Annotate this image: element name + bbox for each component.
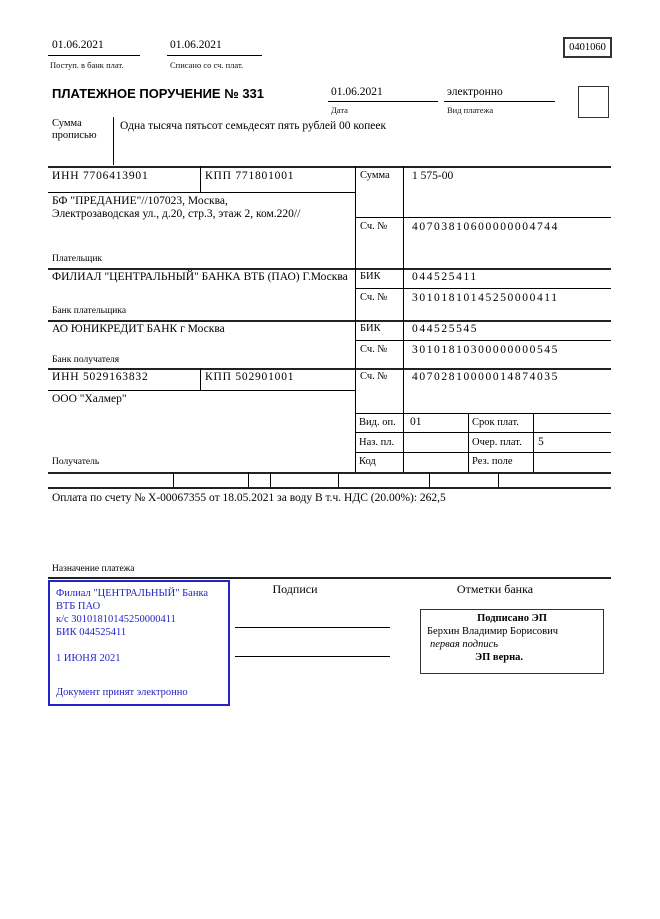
table-border [48,192,355,193]
payee-kpp: КПП 502901001 [205,371,295,383]
table-border [48,368,611,370]
op-kind-label: Вид. оп. [359,417,396,428]
document-title: ПЛАТЕЖНОЕ ПОРУЧЕНИЕ № 331 [52,86,265,101]
table-border [200,368,201,390]
payment-kind-label: Вид платежа [447,105,494,115]
payer-bank-label: Банк плательщика [52,306,127,316]
table-border [48,487,611,489]
payer-name: БФ "ПРЕДАНИЕ"//107023, Москва, Электрозаводская ул., д.20, стр.3, этаж 2, ком.220// [52,195,301,220]
signatures-header: Подписи [272,582,318,596]
purpose-bottom-border [48,577,611,579]
payer-account: 40703810600000004744 [412,221,559,233]
amount-words-value: Одна тысяча пятьсот семьдесят пять рублей 00 копеек [120,120,387,132]
bank-marks-header: Отметки банка [456,582,534,596]
payer-bank-account: 30101810145250000411 [412,292,559,304]
tax-row-divider [498,472,499,487]
table-border [48,390,355,391]
bank-stamp [48,580,230,706]
received-in-bank-label: Поступ. в банк плат. [50,60,124,70]
table-border [403,166,404,472]
tax-row-divider [173,472,174,487]
order-value: 5 [538,436,544,448]
term-label: Срок плат. [472,417,519,428]
esign-title: Подписано ЭП [477,613,547,624]
bank-stamp-line2: ВТБ ПАО [56,601,101,612]
tax-row-divider [429,472,430,487]
payment-kind-value: электронно [447,86,503,98]
order-label: Очер. плат. [472,437,522,448]
payee-name: ООО "Халмер" [52,393,127,405]
reserve-label: Рез. поле [472,456,513,467]
form-code-box: 0401060 [563,37,612,58]
amount-words-divider [113,117,114,165]
payer-bank-account-label: Сч. № [360,292,388,303]
debited-underline [167,55,262,56]
table-border [355,288,611,289]
payer-inn: ИНН 7706413901 [52,170,149,182]
payee-label: Получатель [52,457,100,467]
signature-line-1 [235,627,390,628]
esign-role: первая подпись [430,639,499,650]
payee-account-label: Сч. № [360,371,388,382]
tax-row-divider [248,472,249,487]
document-date-label: Дата [331,105,348,115]
debited-from-account-label: Списано со сч. плат. [170,60,244,70]
table-border [48,166,611,168]
table-border [355,217,611,218]
esign-valid: ЭП верна. [475,652,524,663]
amount-label: Сумма [360,170,390,181]
esign-box [420,609,604,674]
bank-stamp-line4: БИК 044525411 [56,627,127,638]
payer-bank-name: ФИЛИАЛ "ЦЕНТРАЛЬНЫЙ" БАНКА ВТБ (ПАО) Г.Москва [52,271,348,283]
date-underline [328,101,438,102]
payer-bank-bik: 044525411 [412,271,478,283]
payee-bank-name: АО ЮНИКРЕДИТ БАНК г Москва [52,323,225,335]
empty-mark-box [578,86,609,118]
payer-bank-bik-label: БИК [360,271,381,282]
received-underline [48,55,140,56]
bank-stamp-date: 1 ИЮНЯ 2021 [56,653,121,664]
table-border [48,320,611,322]
payee-bank-account-label: Сч. № [360,344,388,355]
payer-label: Плательщик [52,254,103,264]
bank-stamp-line1: Филиал "ЦЕНТРАЛЬНЫЙ" Банка [56,588,209,599]
table-border [355,432,611,433]
bank-stamp-note: Документ принят электронно [56,687,188,698]
payment-kind-underline [444,101,555,102]
received-in-bank-date: 01.06.2021 [52,39,104,51]
payee-inn: ИНН 5029163832 [52,371,149,383]
payer-account-label: Сч. № [360,221,388,232]
table-border [48,268,611,270]
code-label: Код [359,456,376,467]
amount-words-label: Сумма прописью [52,118,97,141]
table-border [355,452,611,453]
payee-bank-bik-label: БИК [360,323,381,334]
payee-bank-label: Банк получателя [52,355,120,365]
esign-name: Берхин Владимир Борисович [427,626,558,637]
table-border [355,166,356,472]
document-date-value: 01.06.2021 [331,86,383,98]
bank-stamp-spacer [56,639,222,652]
payment-purpose-text: Оплата по счету № Х-00067355 от 18.05.2021 за воду В т.ч. НДС (20.00%): 262,5 [52,492,446,504]
table-border [468,413,469,472]
signature-line-2 [235,656,390,657]
payer-kpp: КПП 771801001 [205,170,295,182]
tax-row-divider [338,472,339,487]
amount-value: 1 575-00 [412,170,454,182]
purpose-code-label: Наз. пл. [359,437,395,448]
debited-from-account-date: 01.06.2021 [170,39,222,51]
op-kind-value: 01 [410,416,422,428]
table-border [355,413,611,414]
tax-row-divider [270,472,271,487]
payee-bank-account: 30101810300000000545 [412,344,559,356]
table-border [355,340,611,341]
bank-stamp-line3: к/с 30101810145250000411 [56,614,176,625]
table-border [200,166,201,192]
table-border [48,472,611,474]
table-border [533,413,534,472]
payee-account: 40702810000014874035 [412,371,559,383]
payment-purpose-label: Назначение платежа [52,564,135,574]
payee-bank-bik: 044525545 [412,323,479,335]
